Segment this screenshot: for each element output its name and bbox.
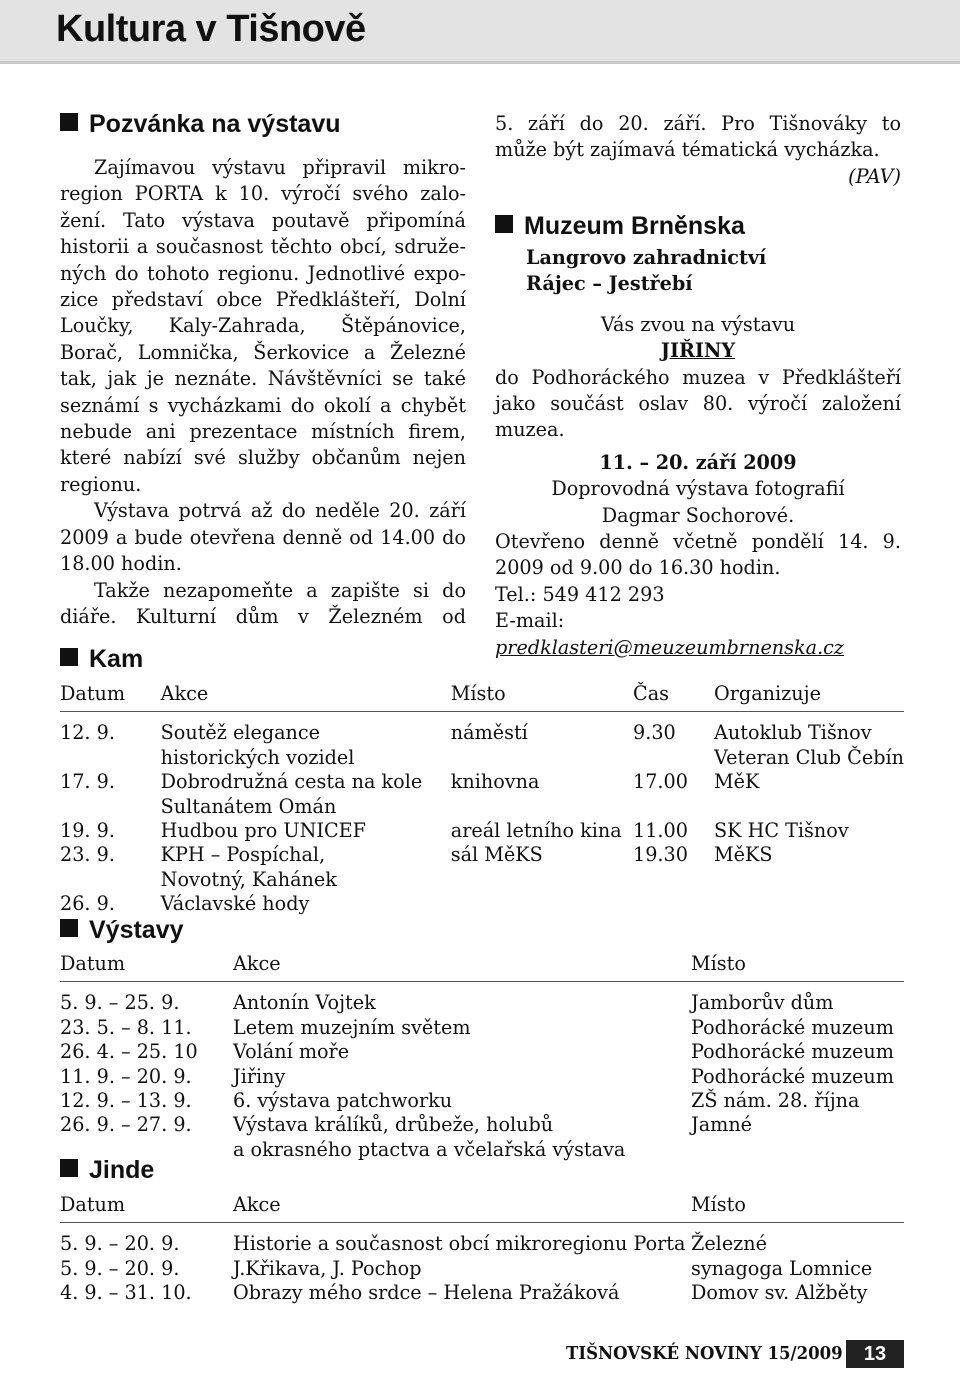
cell — [714, 795, 904, 819]
cell — [633, 795, 714, 819]
table-row — [60, 892, 904, 916]
text-line: tak, jak je neznáte. Návštěvníci se také — [60, 367, 466, 391]
page-title: Kultura v Tišnově — [56, 8, 366, 50]
text-line: 2009 od 9.00 do 16.30 hodin. — [495, 556, 781, 580]
table-row — [60, 1281, 904, 1305]
square-bullet-icon — [60, 919, 78, 937]
section-heading-jinde — [60, 1156, 154, 1185]
cell: Železné — [691, 1232, 768, 1256]
cell: MěK — [714, 770, 760, 794]
cell: Novotný, Kahánek — [160, 867, 337, 891]
square-bullet-icon — [60, 648, 78, 666]
cell: 23. 5. – 8. 11. — [60, 1015, 192, 1039]
cell: 4. 9. – 31. 10. — [60, 1281, 192, 1305]
table-row — [60, 1065, 904, 1089]
text-line: do Podhoráckého muzea v Předklášteří — [495, 365, 901, 389]
text-line: Otevřeno denně včetně pondělí 14. 9. — [495, 530, 901, 554]
text-line: jako součást oslav 80. výročí založení — [495, 392, 901, 416]
cell: knihovna — [450, 770, 540, 794]
cell: Jiřiny — [233, 1064, 286, 1088]
cell: Volání moře — [233, 1040, 350, 1064]
cell: 19.30 — [633, 843, 688, 867]
text-line: Doprovodná výstava fotografií — [551, 477, 845, 501]
cell: Výstava králíků, drůbeže, holubů — [233, 1113, 554, 1137]
museum-notice — [495, 245, 901, 661]
cell: SK HC Tišnov — [714, 819, 849, 843]
text-line: diáře. Kulturní dům v Železném od — [60, 604, 466, 628]
text-line: region PORTA k 10. výročí svého zalo- — [60, 182, 466, 206]
cell — [633, 746, 714, 770]
section-heading-kam — [60, 645, 143, 674]
text-line: 18.00 hodin. — [60, 552, 182, 576]
cell: KPH – Pospíchal, — [160, 843, 326, 867]
section-heading-vystavy — [60, 916, 184, 945]
column-header: Čas — [633, 682, 714, 712]
table-row — [60, 770, 904, 794]
cell: 12. 9. – 13. 9. — [60, 1089, 192, 1113]
cell: 26. 9. – 27. 9. — [60, 1113, 192, 1137]
column-header: Organizuje — [714, 682, 904, 712]
invitation-article — [60, 155, 466, 630]
masthead — [0, 0, 960, 64]
text-line: může být zajímavá tématická vycházka. — [495, 138, 880, 162]
cell: sál MěKS — [450, 843, 543, 867]
column-header: Místo — [691, 1193, 904, 1223]
cell: Autoklub Tišnov — [714, 721, 872, 745]
cell: 5. 9. – 20. 9. — [60, 1256, 180, 1280]
cell: 11.00 — [633, 819, 688, 843]
cell: Dobrodružná cesta na kole — [160, 770, 423, 794]
table-header-row — [60, 682, 904, 712]
jinde-table — [60, 1193, 904, 1306]
text-line: Takže nezapomeňte a zapište si do — [94, 578, 466, 602]
cell: Podhorácké muzeum — [691, 1064, 894, 1088]
text-line: historii a současnost těchto obcí, sdruže- — [60, 235, 466, 259]
column-header: Datum — [60, 682, 161, 712]
cell: Podhorácké muzeum — [691, 1015, 894, 1039]
cell: Historie a současnost obcí mikroregionu Porta — [233, 1232, 686, 1256]
table-row — [60, 819, 904, 843]
subheading: Rájec – Jestřebí — [526, 272, 693, 296]
cell: Letem muzejním světem — [233, 1015, 471, 1039]
email-line — [495, 608, 901, 661]
table-row — [60, 746, 904, 770]
cell: ZŠ nám. 28. října — [691, 1089, 860, 1113]
cell — [714, 868, 904, 892]
square-bullet-icon — [495, 215, 513, 233]
text-line: Výstava potrvá až do neděle 20. září — [94, 499, 466, 523]
text-line: zice představí obce Předklášteří, Dolní — [60, 288, 466, 312]
heading-text: Muzeum Brněnska — [524, 212, 745, 240]
cell: Obrazy mého srdce – Helena Pražáková — [233, 1281, 620, 1305]
invitation-continued — [495, 111, 901, 190]
table-row — [60, 868, 904, 892]
table-row — [60, 712, 904, 746]
text-line: regionu. — [60, 472, 142, 496]
cell: 5. 9. – 25. 9. — [60, 991, 180, 1015]
heading-text: Výstavy — [89, 916, 184, 944]
cell: 19. 9. — [60, 819, 115, 843]
cell: 26. 4. – 25. 10 — [60, 1040, 198, 1064]
cell: synagoga Lomnice — [691, 1256, 873, 1280]
cell: 11. 9. – 20. 9. — [60, 1064, 192, 1088]
table-row — [60, 1016, 904, 1040]
column-header: Akce — [233, 1193, 691, 1223]
cell: 5. 9. – 20. 9. — [60, 1232, 180, 1256]
cell: J.Křikava, J. Pochop — [233, 1256, 422, 1280]
text-line: muzea. — [495, 418, 565, 442]
text-line: Borač, Lomnička, Šerkovice a Železné — [60, 340, 466, 364]
cell: 9.30 — [633, 721, 676, 745]
cell: 6. výstava patchworku — [233, 1089, 453, 1113]
text-line: Loučky, Kaly-Zahrada, Štěpánovice, — [60, 314, 466, 338]
cell: náměstí — [450, 721, 528, 745]
cell: Jamné — [691, 1113, 753, 1137]
text-line: které nabízí své služby občanům nejen — [60, 446, 466, 470]
cell: Soutěž elegance — [160, 721, 321, 745]
heading-text: Jinde — [89, 1156, 155, 1184]
table-row — [60, 1113, 904, 1137]
cell — [451, 892, 633, 916]
table-header-row — [60, 952, 904, 982]
email-link[interactable]: predklasteri@meuzeumbrnenska.cz — [495, 635, 845, 659]
cell: historických vozidel — [160, 745, 355, 769]
cell — [691, 1138, 904, 1162]
subheading: Langrovo zahradnictví — [526, 246, 767, 269]
column-header: Akce — [161, 682, 451, 712]
cell: areál letního kina — [450, 819, 622, 843]
text-line: ných do tohoto regionu. Jednotlivé expo- — [60, 261, 466, 285]
section-heading-museum — [495, 212, 745, 241]
text-line: 5. září do 20. září. Pro Tišnováky to — [495, 112, 901, 135]
invite-line: Vás zvou na výstavu — [600, 312, 796, 336]
heading-text: Pozvánka na výstavu — [89, 110, 341, 138]
cell: 23. 9. — [60, 843, 115, 867]
text-line: žení. Tato výstava poutavě připomíná — [60, 208, 466, 232]
cell: Podhorácké muzeum — [691, 1040, 894, 1064]
exhibition-title: JIŘINY — [660, 339, 736, 363]
table-row — [60, 982, 904, 1016]
cell: Veteran Club Čebín — [714, 745, 904, 769]
kam-table — [60, 682, 904, 917]
cell — [451, 746, 633, 770]
text-line: 2009 a bude otevřena denně od 14.00 do — [60, 525, 466, 549]
cell: 26. 9. — [60, 892, 115, 916]
cell — [60, 746, 161, 770]
exhibition-dates: 11. – 20. září 2009 — [599, 450, 797, 474]
cell — [451, 795, 633, 819]
heading-text: Kam — [89, 645, 144, 673]
cell: 12. 9. — [60, 721, 115, 745]
cell — [60, 868, 161, 892]
column-header: Datum — [60, 1193, 233, 1223]
text-line: Dagmar Sochorové. — [601, 503, 795, 527]
square-bullet-icon — [60, 113, 78, 131]
cell: a okrasného ptactva a včelařská výstava — [233, 1137, 626, 1161]
column-header: Akce — [233, 952, 691, 982]
cell — [633, 868, 714, 892]
column-header: Místo — [691, 952, 904, 982]
cell: Václavské hody — [160, 892, 310, 916]
page-number: 13 — [846, 1340, 904, 1368]
email-label: E-mail: — [495, 609, 565, 633]
cell: MěKS — [714, 843, 773, 867]
cell: Sultanátem Omán — [160, 794, 337, 818]
column-header: Místo — [451, 682, 633, 712]
vystavy-table — [60, 952, 904, 1162]
cell — [633, 892, 714, 916]
phone: Tel.: 549 412 293 — [495, 582, 665, 606]
cell: Hudbou pro UNICEF — [160, 819, 366, 843]
table-row — [60, 795, 904, 819]
cell — [714, 892, 904, 916]
table-row — [60, 1223, 904, 1257]
text-line: Zajímavou výstavu připravil mikro- — [94, 156, 466, 179]
text-line: nebude ani prezentace místních firem, — [60, 420, 466, 444]
cell — [60, 795, 161, 819]
table-row — [60, 1089, 904, 1113]
table-header-row — [60, 1193, 904, 1223]
table-row — [60, 1138, 904, 1162]
cell: Domov sv. Alžběty — [691, 1281, 868, 1305]
table-row — [60, 1257, 904, 1281]
cell: 17.00 — [633, 770, 688, 794]
cell: Antonín Vojtek — [233, 991, 376, 1015]
cell: 17. 9. — [60, 770, 115, 794]
table-row — [60, 843, 904, 867]
cell: Jamborův dům — [691, 991, 834, 1015]
section-heading-invitation — [60, 110, 341, 139]
square-bullet-icon — [60, 1159, 78, 1177]
text-line: seznámí s vycházkami do okolí a chybět — [60, 393, 466, 417]
publication-name: TIŠNOVSKÉ NOVINY 15/2009 — [566, 1343, 843, 1364]
table-row — [60, 1040, 904, 1064]
column-header: Datum — [60, 952, 233, 982]
cell — [451, 868, 633, 892]
signature: (PAV) — [848, 164, 901, 188]
